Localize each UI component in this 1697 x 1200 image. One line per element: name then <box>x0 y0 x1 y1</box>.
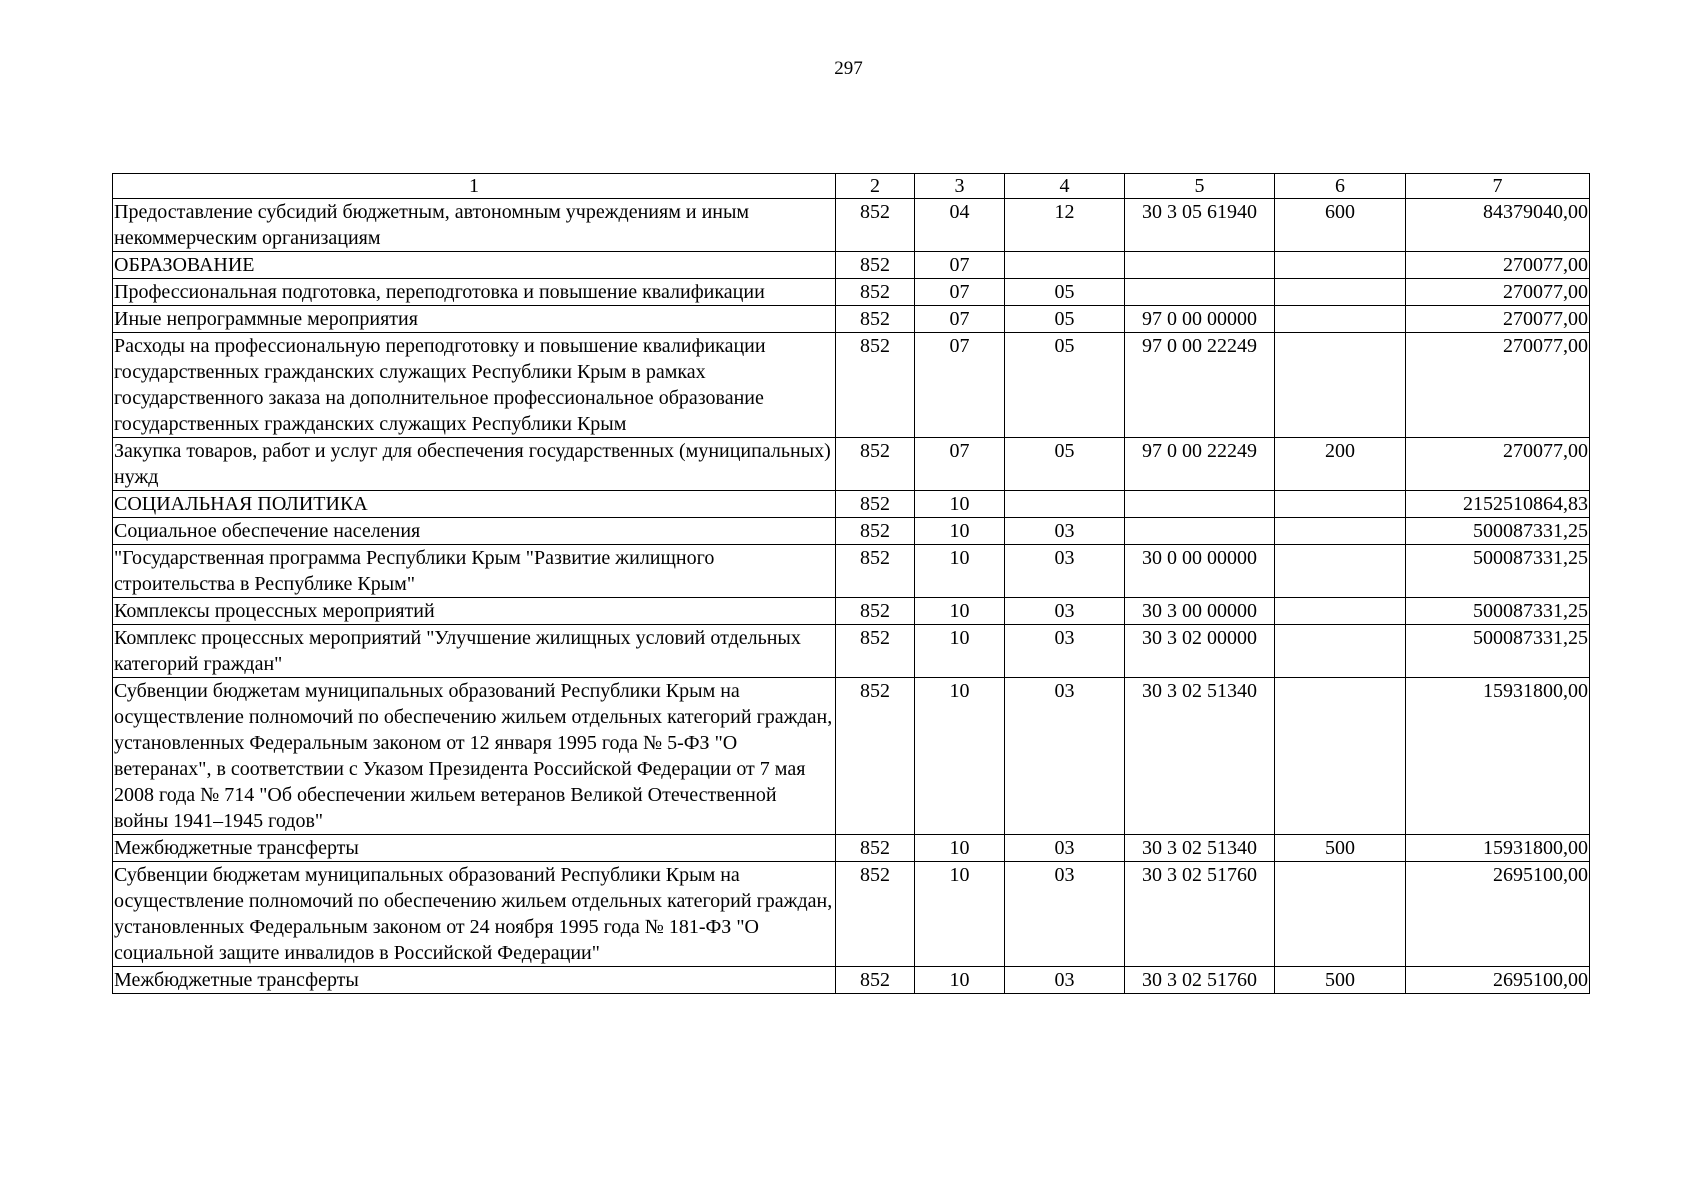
column-header: 6 <box>1275 174 1406 199</box>
expense-type-cell <box>1275 862 1406 967</box>
expense-type-cell <box>1275 252 1406 279</box>
expense-name-cell: Межбюджетные трансферты <box>113 835 836 862</box>
ministry-code-cell: 852 <box>836 438 915 491</box>
column-header: 3 <box>915 174 1005 199</box>
section-code-cell: 10 <box>915 967 1005 994</box>
section-code-cell: 07 <box>915 306 1005 333</box>
ministry-code-cell: 852 <box>836 598 915 625</box>
amount-cell: 500087331,25 <box>1406 518 1590 545</box>
subsection-code-cell: 05 <box>1005 438 1125 491</box>
expense-name-cell: Социальное обеспечение населения <box>113 518 836 545</box>
table-row <box>113 438 1590 491</box>
expense-type-cell <box>1275 333 1406 438</box>
section-code-cell: 10 <box>915 518 1005 545</box>
section-code-cell: 10 <box>915 835 1005 862</box>
target-article-cell: 97 0 00 22249 <box>1125 438 1275 491</box>
target-article-cell: 97 0 00 22249 <box>1125 333 1275 438</box>
expense-type-cell: 500 <box>1275 835 1406 862</box>
ministry-code-cell: 852 <box>836 491 915 518</box>
ministry-code-cell: 852 <box>836 835 915 862</box>
section-code-cell: 10 <box>915 491 1005 518</box>
expense-type-cell <box>1275 279 1406 306</box>
table-row <box>113 598 1590 625</box>
table-row <box>113 678 1590 835</box>
amount-cell: 500087331,25 <box>1406 625 1590 678</box>
table-row <box>113 518 1590 545</box>
subsection-code-cell: 03 <box>1005 545 1125 598</box>
expense-name-cell: ОБРАЗОВАНИЕ <box>113 252 836 279</box>
expense-name-cell: Предоставление субсидий бюджетным, автономным учреждениям и иным некоммерческим организациям <box>113 199 836 252</box>
table-row <box>113 199 1590 252</box>
target-article-cell <box>1125 252 1275 279</box>
target-article-cell: 30 3 02 51760 <box>1125 862 1275 967</box>
expense-name-cell: Межбюджетные трансферты <box>113 967 836 994</box>
section-code-cell: 10 <box>915 625 1005 678</box>
subsection-code-cell: 12 <box>1005 199 1125 252</box>
section-code-cell: 04 <box>915 199 1005 252</box>
amount-cell: 2695100,00 <box>1406 967 1590 994</box>
ministry-code-cell: 852 <box>836 545 915 598</box>
subsection-code-cell: 03 <box>1005 625 1125 678</box>
ministry-code-cell: 852 <box>836 518 915 545</box>
expense-type-cell <box>1275 545 1406 598</box>
ministry-code-cell: 852 <box>836 333 915 438</box>
column-header: 4 <box>1005 174 1125 199</box>
ministry-code-cell: 852 <box>836 306 915 333</box>
expense-name-cell: Иные непрограммные мероприятия <box>113 306 836 333</box>
target-article-cell: 97 0 00 00000 <box>1125 306 1275 333</box>
column-header: 2 <box>836 174 915 199</box>
page-number: 297 <box>834 58 863 79</box>
expense-type-cell <box>1275 306 1406 333</box>
expense-name-cell: Закупка товаров, работ и услуг для обеспечения государственных (муниципальных) нужд <box>113 438 836 491</box>
ministry-code-cell: 852 <box>836 199 915 252</box>
amount-cell: 500087331,25 <box>1406 545 1590 598</box>
section-code-cell: 07 <box>915 333 1005 438</box>
ministry-code-cell: 852 <box>836 252 915 279</box>
table-row <box>113 835 1590 862</box>
expense-name-cell: Профессиональная подготовка, переподготовка и повышение квалификации <box>113 279 836 306</box>
subsection-code-cell: 05 <box>1005 306 1125 333</box>
subsection-code-cell: 05 <box>1005 279 1125 306</box>
amount-cell: 270077,00 <box>1406 252 1590 279</box>
table-row <box>113 967 1590 994</box>
ministry-code-cell: 852 <box>836 279 915 306</box>
ministry-code-cell: 852 <box>836 625 915 678</box>
amount-cell: 2695100,00 <box>1406 862 1590 967</box>
expense-type-cell <box>1275 625 1406 678</box>
subsection-code-cell <box>1005 491 1125 518</box>
target-article-cell <box>1125 491 1275 518</box>
amount-cell: 15931800,00 <box>1406 835 1590 862</box>
amount-cell: 270077,00 <box>1406 306 1590 333</box>
subsection-code-cell: 03 <box>1005 835 1125 862</box>
amount-cell: 2152510864,83 <box>1406 491 1590 518</box>
expense-name-cell: СОЦИАЛЬНАЯ ПОЛИТИКА <box>113 491 836 518</box>
expense-type-cell <box>1275 491 1406 518</box>
amount-cell: 15931800,00 <box>1406 678 1590 835</box>
expense-name-cell: Комплексы процессных мероприятий <box>113 598 836 625</box>
section-code-cell: 10 <box>915 545 1005 598</box>
column-header: 5 <box>1125 174 1275 199</box>
table-row <box>113 333 1590 438</box>
amount-cell: 84379040,00 <box>1406 199 1590 252</box>
target-article-cell: 30 3 02 00000 <box>1125 625 1275 678</box>
expense-type-cell: 500 <box>1275 967 1406 994</box>
amount-cell: 270077,00 <box>1406 333 1590 438</box>
expense-type-cell <box>1275 678 1406 835</box>
amount-cell: 270077,00 <box>1406 438 1590 491</box>
target-article-cell: 30 0 00 00000 <box>1125 545 1275 598</box>
table-header-row <box>113 174 1590 199</box>
table-row <box>113 306 1590 333</box>
table-row <box>113 545 1590 598</box>
target-article-cell: 30 3 05 61940 <box>1125 199 1275 252</box>
column-header: 1 <box>113 174 836 199</box>
amount-cell: 270077,00 <box>1406 279 1590 306</box>
section-code-cell: 07 <box>915 279 1005 306</box>
table-row <box>113 279 1590 306</box>
table-row <box>113 252 1590 279</box>
expense-name-cell: Комплекс процессных мероприятий "Улучшение жилищных условий отдельных категорий граждан" <box>113 625 836 678</box>
subsection-code-cell: 05 <box>1005 333 1125 438</box>
subsection-code-cell: 03 <box>1005 678 1125 835</box>
subsection-code-cell: 03 <box>1005 518 1125 545</box>
column-header: 7 <box>1406 174 1590 199</box>
amount-cell: 500087331,25 <box>1406 598 1590 625</box>
table-row <box>113 625 1590 678</box>
expense-type-cell <box>1275 598 1406 625</box>
expense-name-cell: "Государственная программа Республики Крым "Развитие жилищного строительства в Республике Крым" <box>113 545 836 598</box>
target-article-cell: 30 3 02 51760 <box>1125 967 1275 994</box>
target-article-cell: 30 3 02 51340 <box>1125 835 1275 862</box>
ministry-code-cell: 852 <box>836 967 915 994</box>
ministry-code-cell: 852 <box>836 862 915 967</box>
section-code-cell: 07 <box>915 252 1005 279</box>
budget-table <box>112 173 1590 994</box>
ministry-code-cell: 852 <box>836 678 915 835</box>
expense-name-cell: Субвенции бюджетам муниципальных образований Республики Крым на осуществление полномочий по обеспечению жильем отдельных категорий граждан, установленных Федеральным законом от 24 ноября 1995 года № 181-ФЗ "О социальной защите инвалидов в Российской Федерации" <box>113 862 836 967</box>
target-article-cell <box>1125 279 1275 306</box>
subsection-code-cell: 03 <box>1005 862 1125 967</box>
expense-type-cell <box>1275 518 1406 545</box>
target-article-cell: 30 3 00 00000 <box>1125 598 1275 625</box>
target-article-cell <box>1125 518 1275 545</box>
expense-name-cell: Субвенции бюджетам муниципальных образований Республики Крым на осуществление полномочий по обеспечению жильем отдельных категорий граждан, установленных Федеральным законом от 12 января 1995 года № 5-ФЗ "О ветеранах", в соответствии с Указом Президента Российской Федерации от 7 мая 2008 года № 714 "Об обеспечении жильем ветеранов Великой Отечественной войны 1941–1945 годов" <box>113 678 836 835</box>
expense-name-cell: Расходы на профессиональную переподготовку и повышение квалификации государственных гражданских служащих Республики Крым в рамках государственного заказа на дополнительное профессиональное образование государственных гражданских служащих Республики Крым <box>113 333 836 438</box>
expense-type-cell: 200 <box>1275 438 1406 491</box>
subsection-code-cell: 03 <box>1005 967 1125 994</box>
section-code-cell: 07 <box>915 438 1005 491</box>
table-row <box>113 491 1590 518</box>
subsection-code-cell <box>1005 252 1125 279</box>
target-article-cell: 30 3 02 51340 <box>1125 678 1275 835</box>
expense-type-cell: 600 <box>1275 199 1406 252</box>
subsection-code-cell: 03 <box>1005 598 1125 625</box>
section-code-cell: 10 <box>915 678 1005 835</box>
section-code-cell: 10 <box>915 598 1005 625</box>
table-row <box>113 862 1590 967</box>
section-code-cell: 10 <box>915 862 1005 967</box>
